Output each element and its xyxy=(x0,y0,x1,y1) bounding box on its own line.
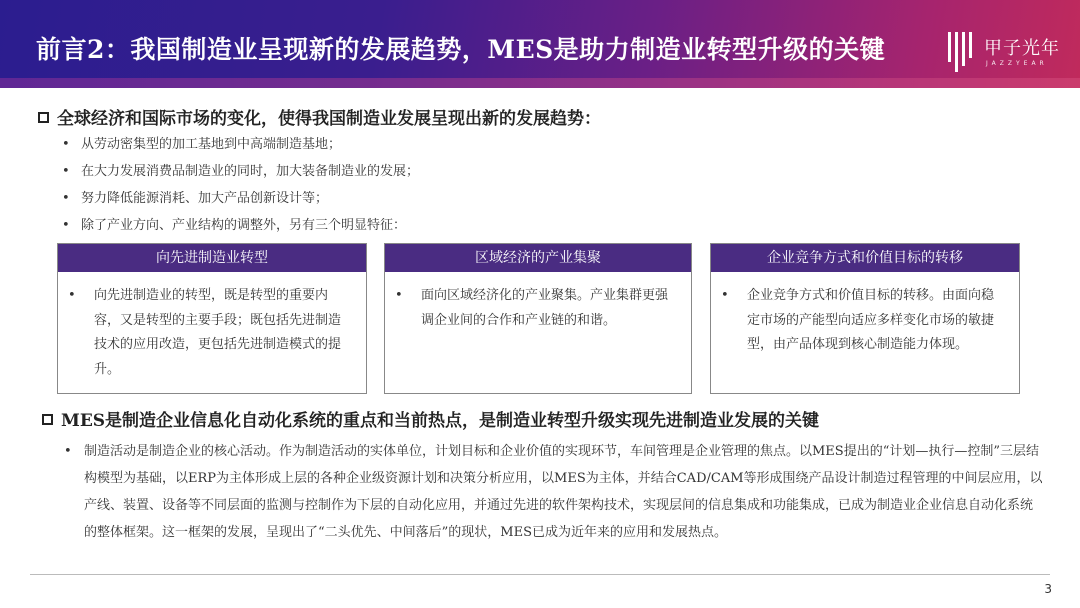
brand-logo xyxy=(948,30,1078,76)
mes-paragraph-text: 制造活动是制造企业的核心活动。作为制造活动的实体单位，计划目标和企业价值的实现环节，车间管理是企业管理的焦点。以MES提出的“计划—执行—控制”三层结构模型为基础，以ERP为主体形成上层的各种企业级资源计划和决策分析应用，以MES为主体，并结合CAD/CAM等形成围绕产品设计制造过程管理的中间层应用，以产线、装置、设备等不同层面的监测与控制作为下层的自动化应用，并通过先进的软件架构技术，实现层间的信息集成和功能集成，已成为制造业企业信息自动化系统的整体框架。这一框架的发展，呈现出了“二头优先、中间落后”的现状，MES已成为近年来的应用和发展热点。 xyxy=(84,444,1043,540)
feature-card-industry-cluster xyxy=(384,243,692,394)
feature-card-text: 面向区域经济化的产业聚集。产业集群更强调企业间的合作和产业链的和谐。 xyxy=(421,288,669,328)
section2-heading xyxy=(42,406,819,431)
section1-heading-text: 全球经济和国际市场的变化，使得我国制造业发展呈现出新的发展趋势： xyxy=(57,109,601,129)
feature-card-competition-shift xyxy=(710,243,1020,394)
list-item: • 从劳动密集型的加工基地到中高端制造基地； xyxy=(62,134,419,161)
feature-card-title: 向先进制造业转型 xyxy=(58,244,366,272)
feature-card-title: 区域经济的产业集聚 xyxy=(385,244,691,272)
brand-name: 甲子光年 xyxy=(984,38,1060,59)
feature-card-body xyxy=(58,272,366,382)
footer-divider xyxy=(30,574,1050,575)
feature-card-text: 向先进制造业的转型，既是转型的重要内容，又是转型的主要手段；既包括先进制造技术的应用改造，更包括先进制造模式的提升。 xyxy=(94,288,342,377)
list-item: • 努力降低能源消耗、加大产品创新设计等； xyxy=(62,188,419,215)
bullet-dot-icon: • xyxy=(68,288,76,303)
square-bullet-icon xyxy=(38,112,49,123)
feature-card-body xyxy=(385,272,691,333)
list-item: • 在大力发展消费品制造业的同时，加大装备制造业的发展； xyxy=(62,161,419,188)
list-item: • 除了产业方向、产业结构的调整外，另有三个明显特征： xyxy=(62,215,419,242)
square-bullet-icon xyxy=(42,414,53,425)
trend-list xyxy=(62,134,419,242)
feature-card-advanced-manufacturing xyxy=(57,243,367,394)
bars-logo-icon xyxy=(948,32,978,72)
feature-card-body xyxy=(711,272,1019,358)
feature-card-title: 企业竞争方式和价值目标的转移 xyxy=(711,244,1019,272)
bullet-dot-icon: • xyxy=(395,288,403,303)
mes-paragraph xyxy=(60,438,1045,546)
brand-subtitle: JAZZYEAR xyxy=(986,60,1048,67)
section1-heading xyxy=(38,104,601,129)
feature-card-text: 企业竞争方式和价值目标的转移。由面向稳定市场的产能型向适应多样变化市场的敏捷型，由产品体现到核心制造能力体现。 xyxy=(747,288,995,352)
section2-heading-text: MES是制造企业信息化自动化系统的重点和当前热点，是制造业转型升级实现先进制造业发展的关键 xyxy=(61,411,820,431)
bullet-dot-icon: • xyxy=(721,288,729,303)
header-banner xyxy=(0,0,1080,88)
slide-title: 前言2：我国制造业呈现新的发展趋势，MES是助力制造业转型升级的关键 xyxy=(36,35,886,64)
page-number: 3 xyxy=(1044,582,1052,596)
bullet-dot-icon: • xyxy=(64,444,72,459)
